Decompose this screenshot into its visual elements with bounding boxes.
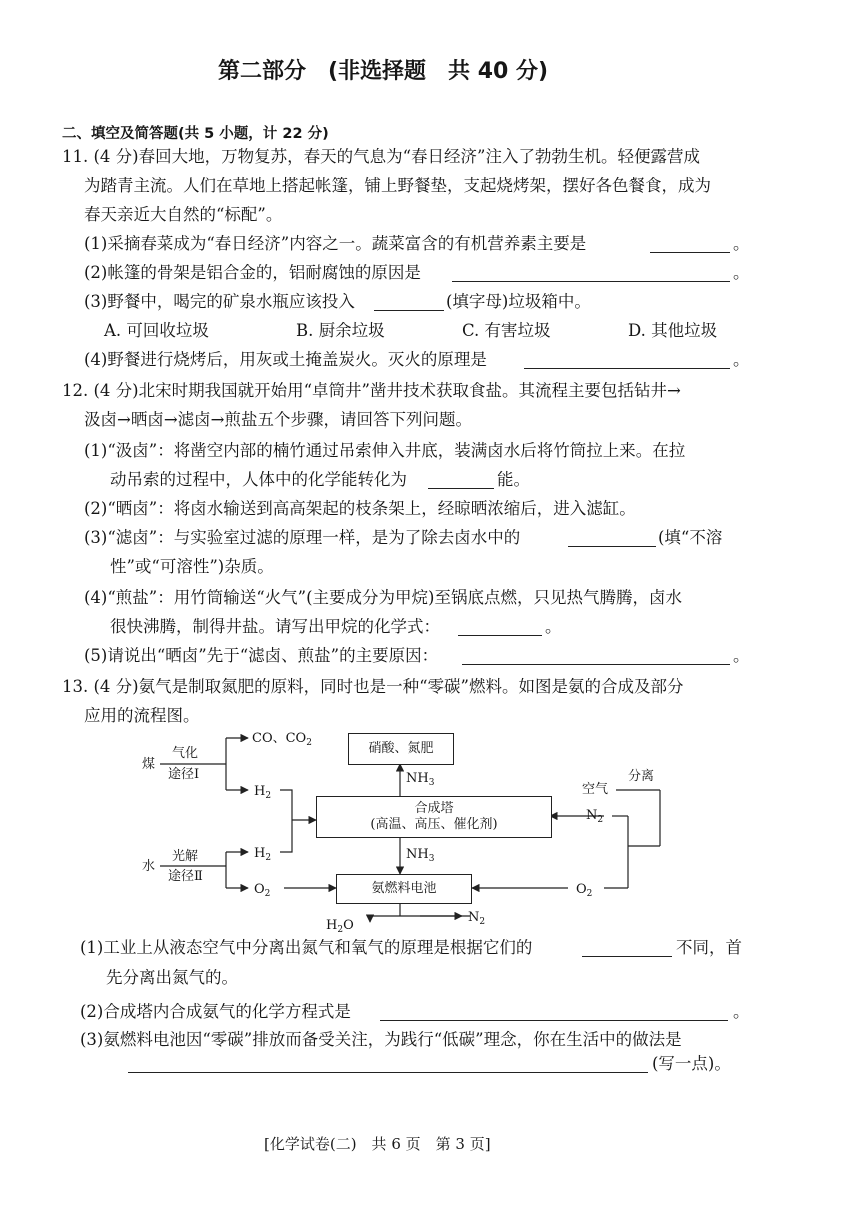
q12-part4-end: 。	[545, 617, 562, 636]
diagram-nh3-bottom: $NH_3$	[406, 847, 435, 864]
q11-line1: 11. (4 分)春回大地，万物复苏，春天的气息为“春日经济”注入了勃勃生机。轻便露营成	[62, 147, 700, 166]
diagram-o2-right: $O_2$	[576, 882, 593, 899]
q11-part4: (4)野餐进行烧烤后，用灰或土掩盖炭火。灭火的原理是	[84, 350, 487, 369]
q12-part1-line1: (1)“汲卤”：将凿空内部的楠竹通过吊索伸入井底，装满卤水后将竹筒拉上来。在拉	[84, 441, 686, 460]
q11-part2: (2)帐篷的骨架是铝合金的，铝耐腐蚀的原因是	[84, 263, 421, 282]
q13-part3-blank[interactable]	[128, 1072, 648, 1073]
q12-part5: (5)请说出“晒卤”先于“滤卤、煎盐”的主要原因：	[84, 646, 439, 665]
q13-part1-blank[interactable]	[582, 956, 672, 957]
diagram-h2o-out: $H_2O$	[326, 918, 354, 935]
q11-part3-hint: (填字母)垃圾箱中。	[446, 292, 591, 311]
q11-option-d: D. 其他垃圾	[628, 321, 718, 340]
q11-option-c: C. 有害垃圾	[462, 321, 551, 340]
q12-line1: 12. (4 分)北宋时期我国就开始用“卓筒井”凿井技术获取食盐。其流程主要包括钻井→	[62, 381, 681, 400]
q11-option-a: A. 可回收垃圾	[104, 321, 209, 340]
q11-part4-end: 。	[733, 350, 750, 369]
box-ammonia-fuel-cell: 氨燃料电池	[336, 874, 472, 904]
q13-line2: 应用的流程图。	[84, 706, 200, 725]
diagram-photolysis: 光解	[172, 849, 199, 864]
diagram-gasify: 气化	[172, 746, 199, 761]
diagram-co-co2: CO、$CO_2$	[252, 731, 312, 748]
q12-part3-line2: 性”或“可溶性”)杂质。	[110, 557, 274, 576]
q13-part3-line1: (3)氨燃料电池因“零碳”排放而备受关注，为践行“低碳”理念，你在生活中的做法是	[80, 1030, 682, 1049]
q12-part1-line2: 动吊索的过程中，人体中的化学能转化为	[110, 470, 407, 489]
q13-part1-line1: (1)工业上从液态空气中分离出氮气和氧气的原理是根据它们的	[80, 938, 533, 957]
q13-part2: (2)合成塔内合成氨气的化学方程式是	[80, 1002, 351, 1021]
q11-part2-end: 。	[733, 263, 750, 282]
diagram-n2-out: $N_2$	[468, 910, 486, 927]
diagram-air: 空气	[582, 782, 609, 797]
diagram-h2-bottom: $H_2$	[254, 846, 272, 863]
q11-part1: (1)采摘春菜成为“春日经济”内容之一。蔬菜富含的有机营养素主要是	[84, 234, 587, 253]
q13-part2-blank[interactable]	[380, 1020, 728, 1021]
q12-part3-hint: (填“不溶	[658, 528, 723, 547]
diagram-n2-in: $N_2$	[586, 808, 604, 825]
box-synthesis-tower: 合成塔 (高温、高压、催化剂)	[316, 796, 552, 838]
q11-line2: 为踏青主流。人们在草地上搭起帐篷，铺上野餐垫，支起烧烤架，摆好各色餐食，成为	[84, 176, 711, 195]
diagram-h2-top: $H_2$	[254, 784, 272, 801]
q12-part5-end: 。	[733, 646, 750, 665]
diagram-water: 水	[142, 859, 156, 874]
q13-part3-hint: (写一点)。	[652, 1054, 731, 1073]
q11-part3: (3)野餐中，喝完的矿泉水瓶应该投入	[84, 292, 355, 311]
q13-part1-hint: 不同，首	[676, 938, 742, 957]
q11-line3: 春天亲近大自然的“标配”。	[84, 205, 283, 224]
q12-part1-end: 能。	[497, 470, 530, 489]
q12-line2: 汲卤→晒卤→滤卤→煎盐五个步骤，请回答下列问题。	[84, 410, 472, 429]
diagram-coal: 煤	[142, 757, 156, 772]
q12-part4-line1: (4)“煎盐”：用竹筒输送“火气”(主要成分为甲烷)至锅底点燃，只见热气腾腾，卤水	[84, 588, 682, 607]
q12-part3-line1: (3)“滤卤”：与实验室过滤的原理一样，是为了除去卤水中的	[84, 528, 521, 547]
diagram-route2: 途径Ⅱ	[168, 869, 203, 884]
diagram-o2-left: $O_2$	[254, 882, 271, 899]
q11-option-b: B. 厨余垃圾	[296, 321, 385, 340]
q13-part2-end: 。	[733, 1002, 750, 1021]
diagram-separate: 分离	[628, 769, 655, 784]
section-heading: 二、填空及简答题(共 5 小题，计 22 分)	[62, 126, 329, 142]
page-footer: [化学试卷(二) 共 6 页 第 3 页]	[264, 1135, 491, 1153]
box-nitric-fertilizer: 硝酸、氮肥	[348, 733, 454, 765]
diagram-route1: 途径Ⅰ	[168, 767, 200, 782]
q12-part2: (2)“晒卤”：将卤水输送到高高架起的枝条架上，经晾晒浓缩后，进入滤缸。	[84, 499, 636, 518]
q11-part1-end: 。	[733, 234, 750, 253]
diagram-nh3-top: $NH_3$	[406, 771, 435, 788]
page-title: 第二部分 (非选择题 共 40 分)	[218, 59, 549, 84]
q13-part1-line2: 先分离出氮气的。	[106, 968, 238, 987]
q12-part4-line2: 很快沸腾，制得井盐。请写出甲烷的化学式：	[110, 617, 440, 636]
q13-line1: 13. (4 分)氨气是制取氮肥的原料，同时也是一种“零碳”燃料。如图是氨的合成及部分	[62, 677, 684, 696]
